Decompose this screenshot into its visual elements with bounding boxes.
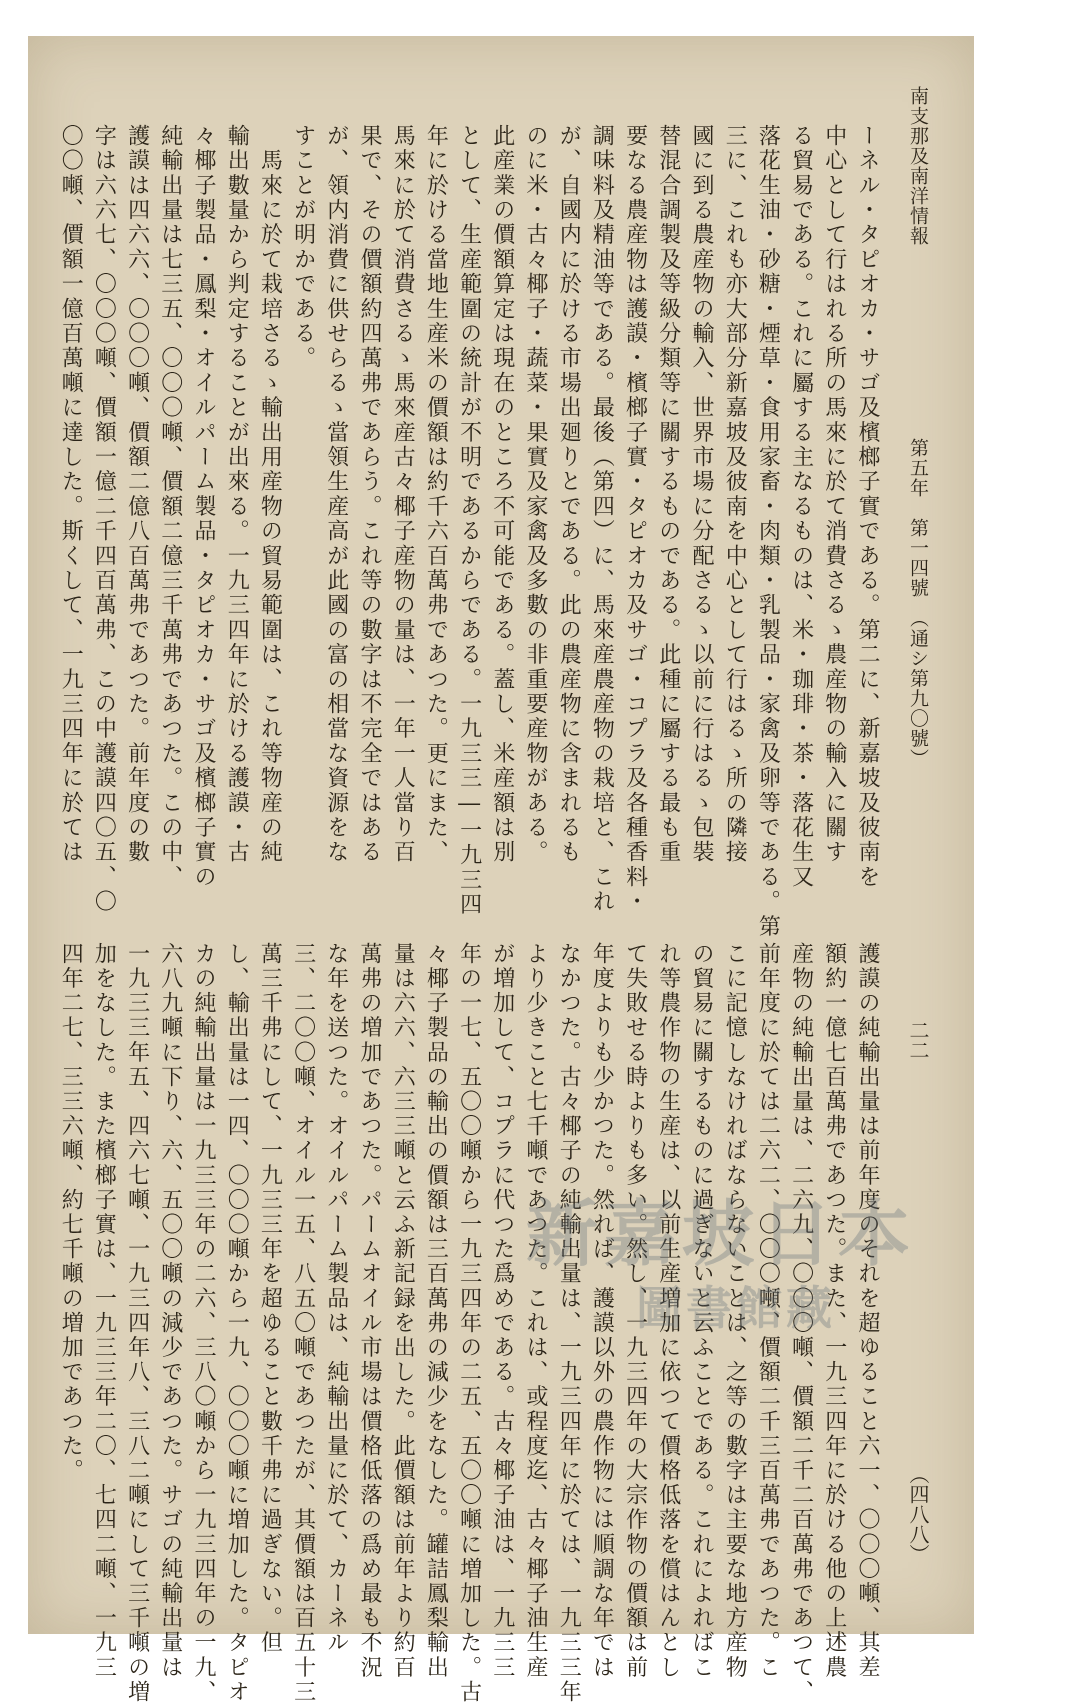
text-column: て失敗せる時よりも多い。然し、一九三四年の大宗作物の價額は前 xyxy=(622,942,648,1680)
text-column: 六八九噸に下り、六、五〇〇噸の減少であつた。サゴの純輸出量は xyxy=(157,942,183,1680)
text-column: 額約一億七百萬弗であつた。また、一九三四年に於ける他の上述農 xyxy=(821,942,847,1680)
text-column: 馬來に於て栽培さるゝ輸出用産物の貿易範圍は、これ等物産の純 xyxy=(257,124,283,865)
text-column: 年の一七、五〇〇噸から一九三四年の二五、五〇〇噸に増加した。古 xyxy=(456,942,482,1705)
text-column: れ等農作物の生産は、以前生産増加に依つて價格低落を償はんとし xyxy=(655,942,681,1680)
text-column: 前年度に於ては二六二、〇〇〇噸、價額二千三百萬弗であつた。こ xyxy=(755,942,781,1680)
text-column: カの純輸出量は一九三三年の二六、三八〇噸から一九三四年の一九、 xyxy=(191,942,216,1705)
text-column: が、自國内に於ける市場出廻りとである。此の農産物に含まれるも xyxy=(556,124,582,865)
text-column: る貿易である。これに屬する主なるものは、米・珈琲・茶・落花生又 xyxy=(788,124,814,890)
page-number: 二二 xyxy=(906,1020,930,1060)
text-column: 年度よりも少かつた。然れば、護謨以外の農作物には順調な年では xyxy=(589,942,615,1680)
text-column: 護謨の純輸出量は前年度のそれを超ゆること六一、〇〇〇噸、其差 xyxy=(855,942,880,1680)
text-column: 々椰子製品・鳳梨・オイルパーム製品・タピオカ・サゴ及檳榔子實の xyxy=(191,124,216,890)
text-column: 萬三千弗にして、一九三三年を超ゆること數千弗に過ぎない。但 xyxy=(257,942,283,1656)
text-column: 萬弗の増加であつた。パームオイル市場は價格低落の爲め最も不況 xyxy=(357,942,382,1680)
stamp-line-1: 新嘉坡日本 xyxy=(526,1192,917,1276)
text-column: 三に、これも亦大部分新嘉坡及彼南を中心として行はるゝ所の隣接 xyxy=(722,124,748,865)
text-column: 護謨は四六六、〇〇〇噸、價額二億八百萬弗であつた。前年度の數 xyxy=(124,124,150,865)
text-column: 此産業の價額算定は現在のところ不可能である。蓋し、米産額は別 xyxy=(489,124,515,865)
text-column: 産物の純輸出量は、二六九、〇〇〇噸、價額二千二百萬弗であつて、 xyxy=(788,942,814,1705)
text-column: なかつた。古々椰子の純輸出量は、一九三四年に於ては、一九三三年 xyxy=(556,942,582,1705)
text-column: 調味料及精油等である。最後（第四）に、馬來産農産物の栽培と、これ xyxy=(589,124,615,915)
text-column: 〇〇噸、價額一億百萬噸に達した。斯くして、一九三四年に於ては xyxy=(58,124,84,865)
text-column: 加をなした。また檳榔子實は、一九三三年二〇、七四二噸、一九三 xyxy=(91,942,117,1680)
publication-title: 南支那及南洋情報 xyxy=(907,86,929,246)
text-column: 字は六六七、〇〇〇噸、價額一億二千四百萬弗、この中護謨四〇五、〇 xyxy=(91,124,117,915)
text-column: 國に到る農産物の輸入、世界市場に分配さるゝ以前に行はるゝ包裝 xyxy=(689,124,714,865)
text-column: ーネル・タピオカ・サゴ及檳榔子實である。第二に、新嘉坡及彼南を xyxy=(855,124,880,890)
text-column: し、輸出量は一四、〇〇〇噸から一九、〇〇〇噸に増加した。タピオ xyxy=(224,942,250,1705)
text-column: な年を送つた。オイルパーム製品は、純輸出量に於て、カーネル xyxy=(323,942,349,1656)
text-column: 四年二七、三三六噸、約七千噸の増加であつた。 xyxy=(58,942,84,1484)
text-column: 一九三三年五、四六七噸、一九三四年八、三八二噸にして三千噸の増 xyxy=(124,942,150,1705)
issue-label: 第五年 第一四號 （通シ第九〇號） xyxy=(907,438,929,769)
text-column: 三、二〇〇噸、オイル一五、八五〇噸であつたが、其價額は百五十三 xyxy=(290,942,316,1705)
text-column: 要なる農産物は護謨・檳榔子實・タピオカ及サゴ・コプラ及各種香料・ xyxy=(622,124,648,915)
text-column: こに記憶しなければならないことは、之等の數字は主要な地方産物 xyxy=(722,942,748,1680)
text-column: の貿易に關するものに過ぎないと云ふことである。これによればこ xyxy=(689,942,714,1680)
text-column: 輸出數量から判定することが出來る。一九三四年に於ける護謨・古 xyxy=(224,124,250,865)
book-page xyxy=(28,36,974,1705)
text-column: 年に於ける當地生産米の價額は約千六百萬弗であつた。更にまた、 xyxy=(423,124,449,865)
text-column: として、生産範圍の統計が不明であるからである。一九三三―一九三四 xyxy=(456,124,482,918)
text-column: が、領内消費に供せらるゝ當領生産高が此國の富の相當な資源をな xyxy=(323,124,349,865)
page-number-total: （四八八） xyxy=(906,1464,930,1564)
stamp-line-2: 圖書館藏 xyxy=(636,1281,836,1335)
text-column: のに米・古々椰子・蔬菜・果實及家禽及多數の非重要産物がある。 xyxy=(523,124,548,865)
text-column: 純輸出量は七三五、〇〇〇噸、價額二億三千萬弗であつた。この中、 xyxy=(157,124,183,890)
text-column: すことが明かである。 xyxy=(290,124,316,371)
text-column: より少きこと七千噸であつた。これは、或程度迄、古々椰子油生産 xyxy=(523,942,548,1680)
text-column: 果で、その價額約四萬弗であらう。これ等の數字は不完全ではある xyxy=(357,124,382,865)
text-column: 落花生油・砂糖・煙草・食用家畜・肉類・乳製品・家禽及卵等である。第 xyxy=(755,124,781,940)
text-column: 々椰子製品の輸出の價額は三百萬弗の減少をなした。罐詰鳳梨輸出 xyxy=(423,942,449,1680)
text-column: 替混合調製及等級分類等に關するものである。此種に屬する最も重 xyxy=(655,124,681,866)
text-column: が増加して、コプラに代つた爲めである。古々椰子油は、一九三三 xyxy=(489,942,515,1680)
text-column: 量は六六、六三三噸と云ふ新記録を出した。此價額は前年より約百 xyxy=(390,942,416,1680)
text-column: 馬來に於て消費さるゝ馬來産古々椰子産物の量は、一年一人當り百 xyxy=(390,124,416,865)
text-column: 中心として行はれる所の馬來に於て消費さるゝ農産物の輸入に關す xyxy=(821,124,847,865)
